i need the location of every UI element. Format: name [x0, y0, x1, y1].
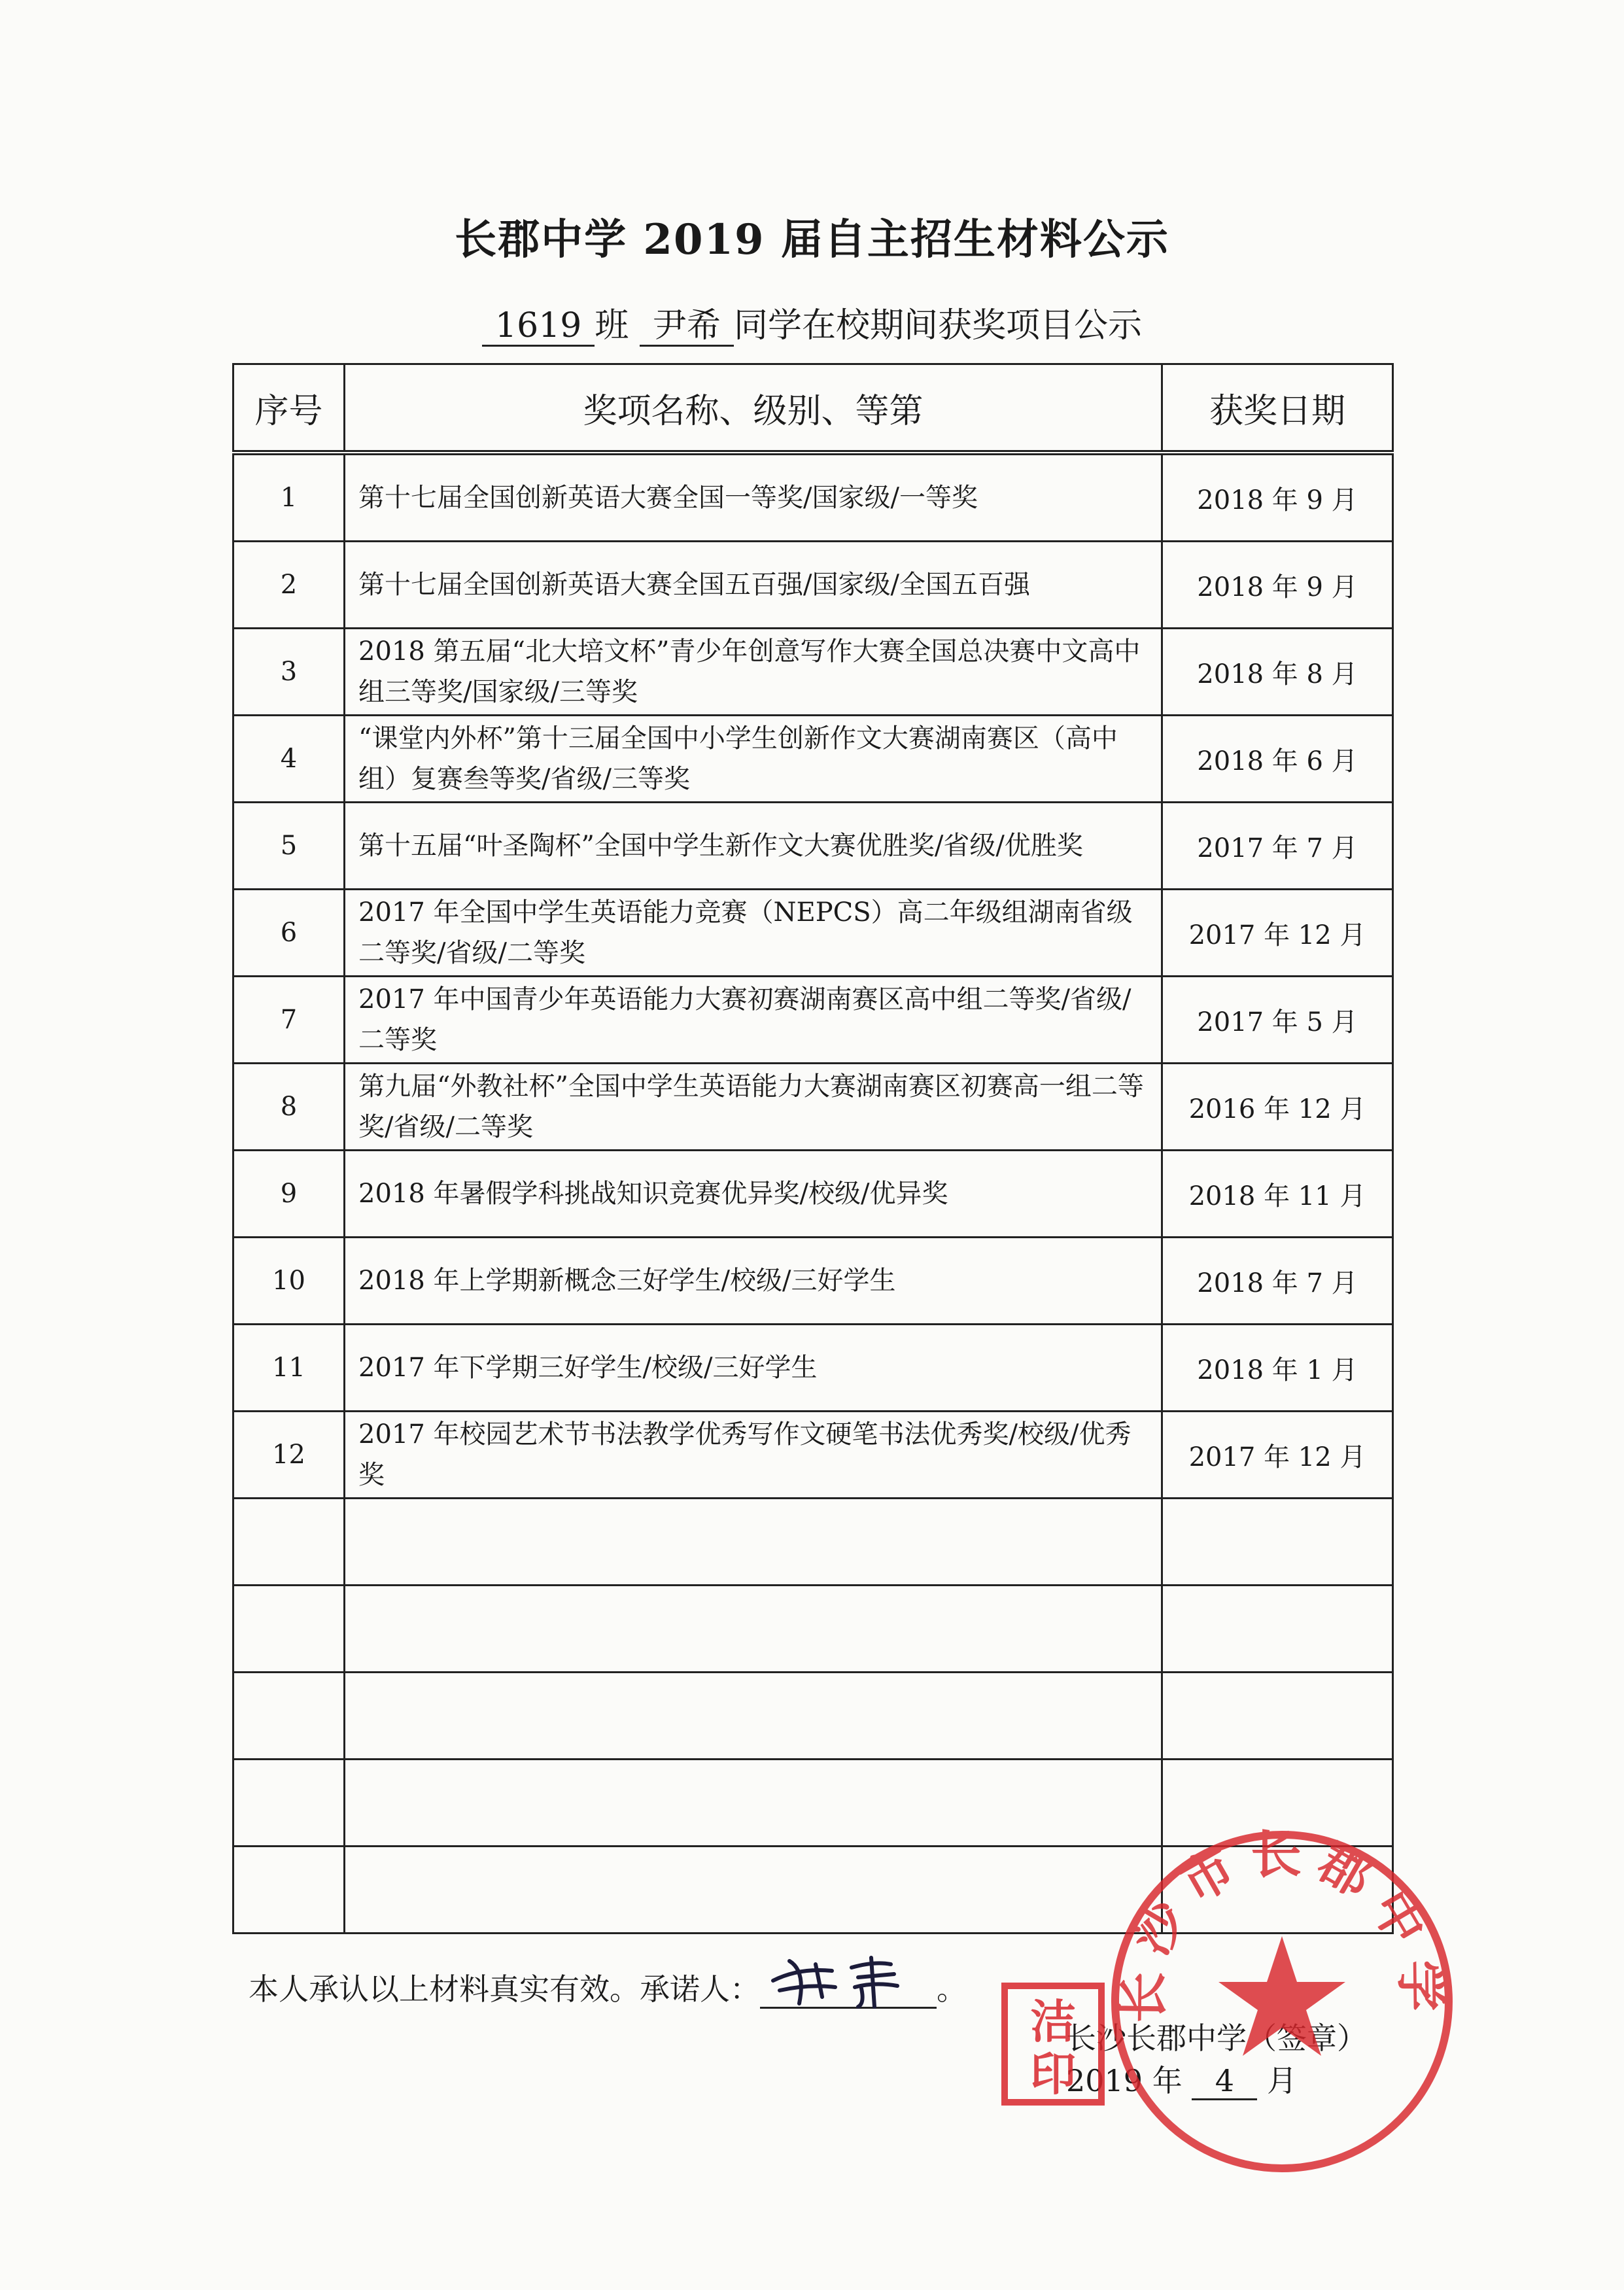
awards-table: [232, 363, 1394, 1934]
table-row: [233, 1499, 1393, 1586]
table-row: [233, 542, 1393, 629]
table-row: [233, 1412, 1393, 1499]
handwritten-signature: [760, 1941, 937, 2013]
row-award-date: 2018 年 6 月: [1162, 716, 1393, 803]
table-row: [233, 629, 1393, 716]
row-award-name: 第九届“外教社杯”全国中学生英语能力大赛湖南赛区初赛高一组二等奖/省级/二等奖: [345, 1064, 1162, 1151]
table-row: [233, 1673, 1393, 1760]
stamp-char-2: 印: [1030, 2047, 1076, 2101]
row-award-date: 2018 年 9 月: [1162, 542, 1393, 629]
row-award-name: 第十七届全国创新英语大赛全国一等奖/国家级/一等奖: [345, 453, 1162, 542]
table-row: [233, 803, 1393, 890]
date-year: 2019 年: [1066, 2063, 1183, 2098]
row-award-name: [345, 1499, 1162, 1586]
header-number: 序号: [233, 364, 345, 453]
pledge-statement: [249, 1966, 967, 2009]
row-award-name: 第十七届全国创新英语大赛全国五百强/国家级/全国五百强: [345, 542, 1162, 629]
table-row: [233, 1064, 1393, 1151]
table-row: [233, 716, 1393, 803]
date-month-word: 月: [1266, 2063, 1297, 2098]
table-row: [233, 1238, 1393, 1325]
row-number: 3: [233, 629, 345, 716]
stamp-char-1: 洁: [1030, 1995, 1076, 2049]
school-signature: 长沙长郡中学（签章）: [1066, 2021, 1367, 2056]
class-word: 班: [595, 306, 629, 345]
table-row: [233, 977, 1393, 1064]
row-number: 10: [233, 1238, 345, 1325]
seal-text: 长沙市长郡中学: [1114, 1826, 1450, 2024]
row-number: 11: [233, 1325, 345, 1412]
table-row: [233, 1325, 1393, 1412]
row-award-date: 2017 年 12 月: [1162, 1412, 1393, 1499]
row-award-date: 2017 年 12 月: [1162, 890, 1393, 977]
row-number: 5: [233, 803, 345, 890]
row-award-name: [345, 1847, 1162, 1934]
row-award-date: 2018 年 11 月: [1162, 1151, 1393, 1238]
row-number: [233, 1847, 345, 1934]
header-award-name: 奖项名称、级别、等第: [345, 364, 1162, 453]
row-number: 2: [233, 542, 345, 629]
subtitle-suffix: 同学在校期间获奖项目公示: [733, 306, 1142, 345]
header-award-date: 获奖日期: [1162, 364, 1393, 453]
row-award-name: 2018 第五届“北大培文杯”青少年创意写作大赛全国总决赛中文高中组三等奖/国家级/三等奖: [345, 629, 1162, 716]
table-row: [233, 1586, 1393, 1673]
pledge-end: 。: [937, 1971, 967, 2007]
table-body: [233, 453, 1393, 1934]
row-number: 7: [233, 977, 345, 1064]
row-award-name: 第十五届“叶圣陶杯”全国中学生新作文大赛优胜奖/省级/优胜奖: [345, 803, 1162, 890]
row-award-name: [345, 1760, 1162, 1847]
subtitle: [0, 298, 1624, 347]
table-row: [233, 453, 1393, 542]
page-title: 长郡中学 2019 届自主招生材料公示: [455, 215, 1169, 264]
row-number: [233, 1760, 345, 1847]
class-number: 1619: [482, 307, 595, 347]
row-award-name: 2018 年暑假学科挑战知识竞赛优异奖/校级/优异奖: [345, 1151, 1162, 1238]
row-award-name: [345, 1586, 1162, 1673]
row-number: [233, 1673, 345, 1760]
date-month: 4: [1192, 2063, 1257, 2100]
row-award-date: 2018 年 9 月: [1162, 453, 1393, 542]
seal-star-icon: [1218, 1936, 1345, 2056]
row-award-date: 2017 年 7 月: [1162, 803, 1393, 890]
row-award-date: 2018 年 1 月: [1162, 1325, 1393, 1412]
row-number: 9: [233, 1151, 345, 1238]
row-award-date: 2018 年 7 月: [1162, 1238, 1393, 1325]
row-award-date: [1162, 1499, 1393, 1586]
row-award-name: 2017 年下学期三好学生/校级/三好学生: [345, 1325, 1162, 1412]
row-award-date: 2017 年 5 月: [1162, 977, 1393, 1064]
student-name: 尹希: [640, 307, 734, 347]
signature-line: [760, 1968, 937, 2009]
official-seal: [1105, 1825, 1459, 2178]
row-award-date: 2016 年 12 月: [1162, 1064, 1393, 1151]
row-award-name: 2017 年中国青少年英语能力大赛初赛湖南赛区高中组二等奖/省级/二等奖: [345, 977, 1162, 1064]
pledge-text: 本人承认以上材料真实有效。承诺人：: [249, 1971, 760, 2007]
row-award-name: 2017 年校园艺术节书法教学优秀写作文硬笔书法优秀奖/校级/优秀奖: [345, 1412, 1162, 1499]
row-award-name: [345, 1673, 1162, 1760]
row-award-date: [1162, 1586, 1393, 1673]
row-number: 4: [233, 716, 345, 803]
row-award-name: 2017 年全国中学生英语能力竞赛（NEPCS）高二年级组湖南省级二等奖/省级/二等奖: [345, 890, 1162, 977]
row-award-date: [1162, 1673, 1393, 1760]
row-number: [233, 1586, 345, 1673]
row-number: 12: [233, 1412, 345, 1499]
table-header-row: [233, 364, 1393, 453]
table-row: [233, 1151, 1393, 1238]
row-award-name: “课堂内外杯”第十三届全国中小学生创新作文大赛湖南赛区（高中组）复赛叁等奖/省级/三等奖: [345, 716, 1162, 803]
row-number: 8: [233, 1064, 345, 1151]
table-row: [233, 890, 1393, 977]
row-number: [233, 1499, 345, 1586]
row-award-date: 2018 年 8 月: [1162, 629, 1393, 716]
row-number: 1: [233, 453, 345, 542]
row-number: 6: [233, 890, 345, 977]
row-award-name: 2018 年上学期新概念三好学生/校级/三好学生: [345, 1238, 1162, 1325]
personal-stamp: [1001, 1982, 1105, 2106]
